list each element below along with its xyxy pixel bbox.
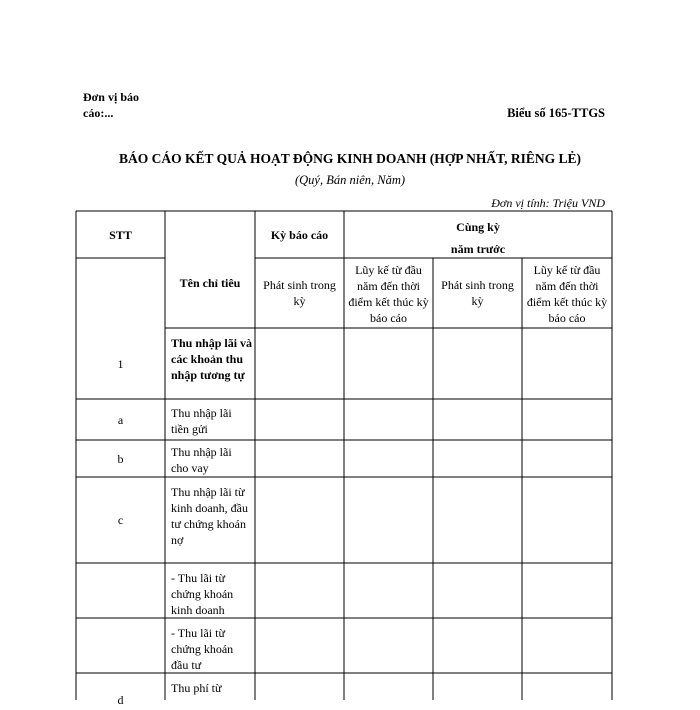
row-c2-name: - Thu lãi từ chứng khoán đầu tư: [171, 626, 234, 672]
header-cumulative-2: Lũy kế từ đầu năm đến thời điểm kết thúc kỳ báo cáo: [526, 263, 608, 325]
header-stt: STT: [109, 227, 132, 242]
row-b-stt: b: [117, 451, 124, 466]
row-1-stt: 1: [117, 356, 124, 371]
reporting-unit-line1: Đơn vị báo: [83, 90, 139, 104]
row-d-stt: d: [117, 693, 124, 707]
row-b-name: Thu nhập lãi cho vay: [171, 445, 232, 475]
header-name: Tên chỉ tiêu: [179, 276, 241, 290]
header-same-period-line1: Cùng kỳ: [456, 220, 500, 234]
header-cumulative-1: Lũy kế từ đầu năm đến thời điểm kết thúc kỳ báo cáo: [348, 263, 429, 325]
reporting-unit-label: [83, 89, 173, 121]
row-c-stt: c: [117, 513, 124, 527]
row-a-stt: a: [117, 412, 124, 427]
header-same-period: [344, 219, 612, 257]
row-a-name: Thu nhập lãi tiền gửi: [171, 406, 232, 436]
form-number: Biểu số 165-TTGS: [507, 106, 605, 120]
currency-unit: Đơn vị tính: Triệu VND: [491, 196, 605, 210]
header-arising-2: Phát sinh trong kỳ: [441, 278, 514, 308]
header-report-period: Kỳ báo cáo: [270, 227, 329, 242]
row-c-name: Thu nhập lãi từ kinh doanh, đầu tư chứng khoán nợ: [171, 485, 248, 547]
row-d-name: Thu phí từ: [171, 681, 222, 695]
header-same-period-line2: năm trước: [450, 242, 506, 256]
header-arising-1: Phát sinh trong kỳ: [263, 278, 336, 308]
row-c1-name: - Thu lãi từ chứng khoán kinh doanh: [171, 571, 234, 617]
row-1-name: Thu nhập lãi và các khoản thu nhập tương tự: [171, 336, 253, 382]
report-title: BÁO CÁO KẾT QUẢ HOẠT ĐỘNG KINH DOANH (HỢP NHẤT, RIÊNG LẺ): [118, 151, 582, 166]
reporting-unit-line2: cáo:...: [83, 106, 114, 120]
report-subtitle: (Quý, Bán niên, Năm): [294, 173, 406, 187]
